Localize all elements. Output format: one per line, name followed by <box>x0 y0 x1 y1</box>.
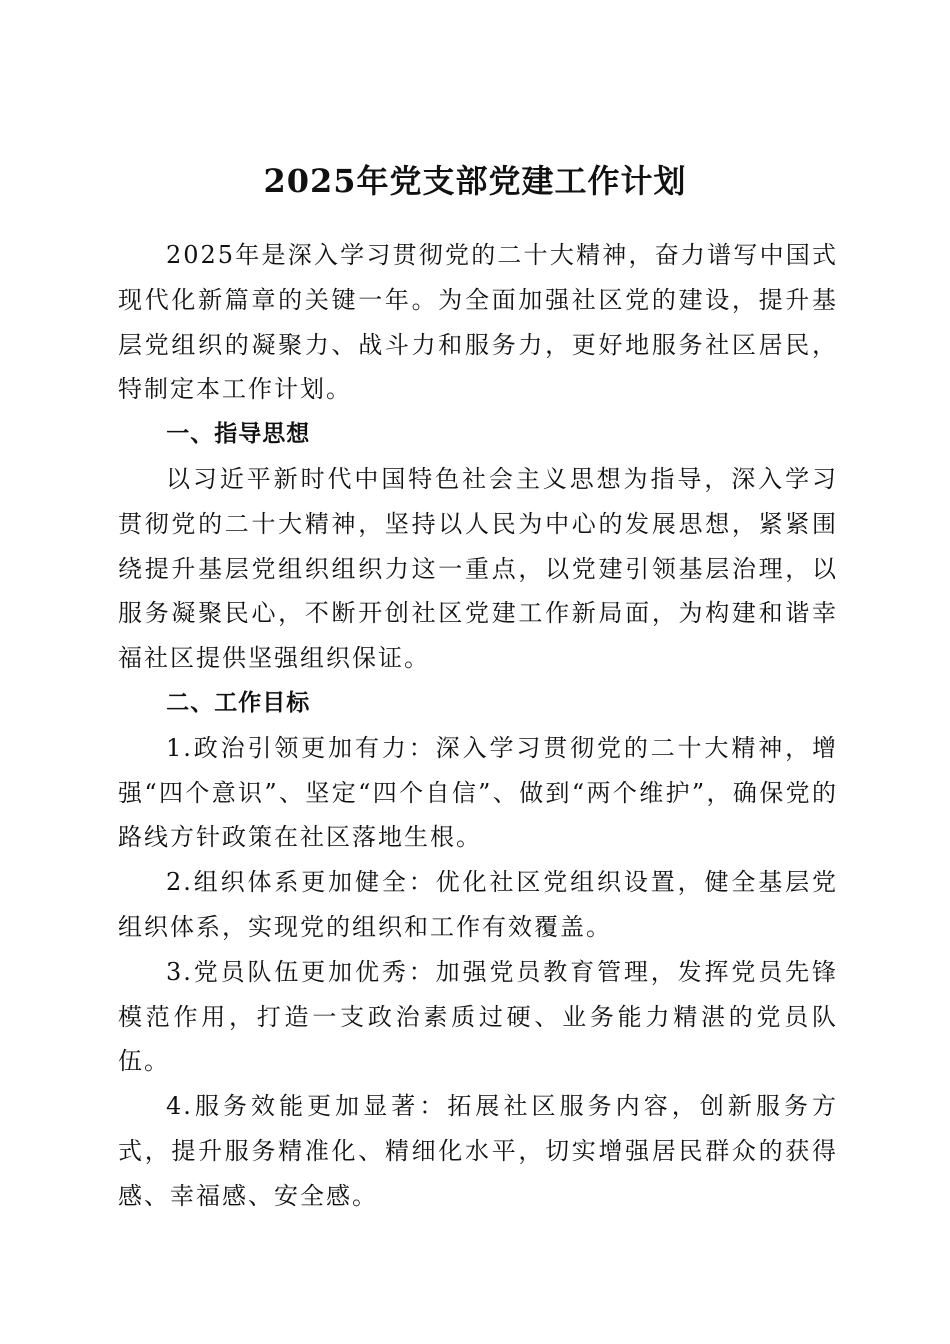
guiding-ideology-paragraph: 以习近平新时代中国特色社会主义思想为指导，深入学习贯彻党的二十大精神，坚持以人民为中心的发展思想，紧紧围绕提升基层党组织组织力这一重点，以党建引领基层治理，以服务凝聚民心，不断开创社区党建工作新局面，为构建和谐幸福社区提供坚强组织保证。 <box>118 464 838 673</box>
goal-item: 3.党员队伍更加优秀：加强党员教育管理，发挥党员先锋模范作用，打造一支政治素质过硬、业务能力精湛的党员队伍。 <box>118 957 838 1076</box>
section-heading-work-goals: 二、工作目标 <box>166 689 311 716</box>
goal-item: 2.组织体系更加健全：优化社区党组织设置，健全基层党组织体系，实现党的组织和工作有效覆盖。 <box>118 868 838 941</box>
goal-item: 4.服务效能更加显著：拓展社区服务内容，创新服务方式，提升服务精准化、精细化水平，切实增强居民群众的获得感、幸福感、安全感。 <box>118 1092 838 1210</box>
document-body <box>118 233 838 1219</box>
goal-item: 1.政治引领更加有力：深入学习贯彻党的二十大精神，增强“四个意识”、坚定“四个自信”、做到“两个维护”，确保党的路线方针政策在社区落地生根。 <box>118 733 838 852</box>
section-heading-guiding-ideology: 一、指导思想 <box>166 421 311 448</box>
intro-paragraph: 2025年是深入学习贯彻党的二十大精神，奋力谱写中国式现代化新篇章的关键一年。为全面加强社区党的建设，提升基层党组织的凝聚力、战斗力和服务力，更好地服务社区居民，特制定本工作计划。 <box>118 241 838 404</box>
document-title: 2025年党支部党建工作计划 <box>263 162 687 201</box>
